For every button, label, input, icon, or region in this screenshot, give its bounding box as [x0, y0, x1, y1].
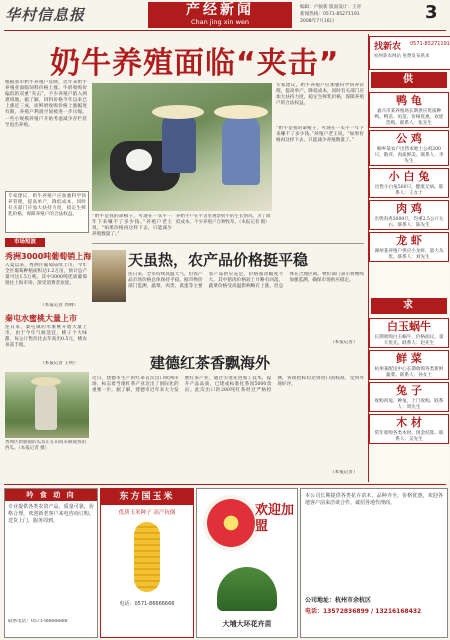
- farmer-portrait-photo: [92, 250, 126, 302]
- sidebar-ad-brand: 找新农: [374, 42, 402, 52]
- supply-item-title: 鸭 龟: [396, 94, 422, 107]
- demand-item: [369, 382, 449, 412]
- supply-item: [369, 200, 449, 230]
- ad-4: [300, 488, 448, 638]
- watermelon-photo-caption: 秀洲区新塍镇的瓜农正在田间采摘成熟的西瓜。（本报记者 摄）: [5, 440, 86, 451]
- feature-1-author: （本报记者）: [330, 340, 358, 345]
- plant-pot-icon: [217, 567, 277, 611]
- hotline: 新闻热线：0571-85271191: [300, 12, 360, 17]
- market-dynamics-label: 市场短波: [5, 238, 45, 247]
- ad-4-body: 本公司长期提供各类花卉苗木，品种齐全，价格优惠，欢迎各地客户前来洽谈合作。诚招各地代理商。: [305, 493, 443, 506]
- masthead-rule: [4, 30, 446, 31]
- feature-1-title: 天虽热，农产品价格挺平稳: [128, 251, 309, 269]
- supply-item: [369, 130, 449, 166]
- demand-label: 求: [371, 298, 447, 314]
- feature-1-body: 连日来，全市持续高温天气，但农产品市场价格总体保持平稳。据市物价部门监测，蔬菜、肉类、禽蛋等主要农产品供应充足，价格波动幅度不大。其中猪肉价格较上月略有回落，蔬菜价格受高温影响略有上涨，但总体在合理区间。物价部门表示将继续加强监测，确保市场供应稳定。: [128, 272, 364, 290]
- supply-item-title: 肉 鸡: [396, 202, 422, 215]
- sidebar: [368, 34, 449, 482]
- ad-3-brand: 大埔大环花卉苗: [222, 620, 272, 628]
- supply-item: [369, 232, 449, 262]
- sidebar-ad-header: [369, 36, 450, 70]
- market-item-1-title: 秀洲3000吨葡萄销上海: [5, 252, 92, 261]
- farmer-hat: [31, 377, 61, 386]
- ad-1-contact: 联系电话：0571-88888888: [8, 619, 68, 624]
- watermelon-photo: [5, 372, 89, 438]
- flower-icon: [203, 495, 259, 551]
- farmer-figure: [35, 382, 57, 430]
- ad-3: [196, 488, 298, 638]
- lead-story-right-text-2: “奶牛是我的命根子，可现在一头牛一年下来赚不了多少钱。”养殖户老王说，“如果价格再这样下去，只能减少养殖数量了。”: [276, 126, 364, 144]
- corn-icon: [134, 522, 160, 592]
- demand-item-body: 收购肉兔、种兔，上门收购。联系人：周先生: [374, 399, 444, 410]
- ad-strip-rule: [4, 484, 446, 485]
- section-pinyin: Chan jing xin wen: [190, 18, 250, 26]
- main-headline: 奶牛养殖面临“夹击”: [50, 46, 340, 81]
- ad-2-title: 东方国玉米: [101, 489, 193, 505]
- lead-story-body: 根据我市奶牛养殖户反映，近年来奶牛养殖业面临饲料价格上涨、牛奶收购价偏低的双重“夹击”，不少养殖户陷入两难境地。据了解，饲料价格今年以来已上涨近三成，而鲜奶收购价格上涨幅度有限，养殖户利润空间被进一步压缩。一些小规模养殖户开始考虑减少存栏甚至退出养殖。: [5, 80, 87, 128]
- lead-story-note-box: [5, 191, 89, 233]
- lead-story-right-text: 专家建议，奶牛养殖户应加强科学饲养管理，提高单产，降低成本，同时有关部门应加大扶持力度，稳定生鲜乳价格，保障养殖户的合法权益。: [276, 83, 364, 107]
- supply-item-body: 出售小白兔500只，健康无病。联系人：王女士: [374, 185, 444, 196]
- editor-info: 编辑：卢骏新 版面设计：王青: [300, 5, 362, 10]
- ad-2: [100, 488, 194, 638]
- section-title: 产经新闻: [186, 2, 254, 18]
- demand-item: [369, 350, 449, 380]
- demand-item-title: 鲜 菜: [396, 352, 422, 365]
- sidebar-ad-sub: 杭州新农网站 免费发布供求: [374, 54, 430, 59]
- issue-date: 2008年7月16日: [300, 19, 335, 24]
- farmer-right: [222, 115, 260, 185]
- feature-2-body: 近日，建德市生产的红茶首次出口欧洲市场，标志着当地红茶产业迈出了国际化的重要一步。据了解，建德市近年来大力发展红茶产业，通过引进先进加工技术，提升产品品质，已建成标准化茶园5000余亩。此次出口的200吨红茶经过严格检测，各项指标均达到进口国标准，受到外商好评。: [92, 376, 364, 394]
- supply-label: 供: [371, 72, 447, 88]
- ad-4-contact: 公司地址：杭州市余杭区: [305, 597, 372, 604]
- market-item-1-author: （本报记者 周林）: [40, 303, 79, 308]
- ad-1: [4, 488, 98, 638]
- sidebar-ad-phone: 0571-85271191: [410, 41, 450, 47]
- ad-1-body: 专业提供各类农资产品，质量可靠，价格合理，欢迎新老客户来电咨询订购。送货上门，服务周到。: [8, 504, 94, 524]
- supply-item: [369, 168, 449, 198]
- demand-item-title: 兔 子: [396, 384, 422, 397]
- demand-item: [369, 318, 449, 348]
- lead-story-center-text: “奶牛是我的命根子，可现在一头牛一年下来赚不了多少钱。”养殖户老王说，“如果价格再这样下去，只能减少养殖数量了。”: [92, 214, 172, 238]
- supply-list: [369, 90, 449, 262]
- cow-patch: [126, 149, 152, 171]
- supply-item-title: 龙 虾: [396, 234, 422, 247]
- market-item-2-body: 连日来，秦屯镇的水蜜桃开始大量上市，由于今年气候适宜，桃子个大味甜，每公斤售价比去年高出0.5元，桃农喜获丰收。: [5, 325, 87, 349]
- demand-item: [369, 414, 449, 444]
- lead-story-note: 专家建议，奶牛养殖户应加强科学饲养管理，提高单产，降低成本，同时有关部门应加大扶持力度，稳定生鲜乳价格，保障养殖户的合法权益。: [8, 194, 86, 218]
- demand-item-body: 长期收购白玉蜗牛，价格面议，量大优先。联系人：赵先生: [374, 335, 444, 346]
- cow-farm-photo: [92, 83, 272, 211]
- supply-item: [369, 92, 449, 128]
- demand-item-title: 白玉蜗牛: [387, 320, 431, 333]
- masthead: [0, 0, 450, 34]
- ad-3-title: 欢迎加盟: [255, 503, 295, 534]
- market-item-1-body: 入夏以来，秀洲区葡萄陆续上市，今年全区葡萄种植面积达1.2万亩，预计总产量可达1.5万吨，其中3000吨优质葡萄销往上海市场，深受消费者欢迎。: [5, 263, 87, 287]
- demand-item-body: 常年收购各类木材，现金结算。联系人：吴先生: [374, 431, 444, 442]
- feature-1-rule: [92, 243, 364, 244]
- feature-2-author: （本报记者）: [330, 470, 358, 475]
- supply-item-body: 出售肉鸡3000只，均重2.5公斤左右。联系人：陈先生: [374, 217, 444, 228]
- paper-logo: 华村信息报: [5, 6, 86, 24]
- supply-item-title: 小 白 兔: [388, 170, 430, 183]
- demand-item-body: 杭州某配送中心长期收购各类新鲜蔬菜。联系人：孙女士: [374, 367, 444, 378]
- farmer-left-hat: [152, 105, 204, 119]
- supply-item-body: 桐乡某农户出售本地土公鸡200只，散养，肉质鲜美。联系人：李先生: [374, 147, 444, 164]
- supply-item-body: 嘉兴市某养殖场长期供应优质种鸭、鸭苗、龟苗，价格优惠，欢迎选购。联系人：张先生: [374, 109, 444, 126]
- feature-2-title: 建德红茶香飘海外: [150, 354, 271, 372]
- ad-1-title: 吟 食 动 向: [5, 489, 97, 501]
- ad-2-sub: 优质玉米种子 高产抗倒: [118, 510, 176, 516]
- ad-2-phone: 电话：0571-86666666: [119, 601, 175, 607]
- ad-4-phone: 电话：13572836899 / 13216168432: [305, 608, 422, 615]
- supply-item-body: 湖州某养殖户供应小龙虾，量大从优。联系人：刘先生: [374, 249, 444, 260]
- farmer-right-hat: [214, 105, 268, 119]
- supply-item-title: 公 鸡: [396, 132, 422, 145]
- market-item-2-author: （本报记者 王明）: [40, 361, 79, 366]
- demand-item-title: 木 材: [396, 416, 422, 429]
- lead-story-caption: 养奶牛户在牛舍里观察奶牛的生长情况。为了降低成本，不少养殖户自种牧草。（本报记者 摄）: [176, 214, 271, 225]
- farmer-left: [162, 113, 196, 173]
- page-number: 3: [425, 2, 438, 23]
- section-banner: [148, 2, 292, 28]
- market-item-2-title: 秦屯水蜜桃大量上市: [5, 314, 77, 323]
- demand-list: [369, 316, 449, 444]
